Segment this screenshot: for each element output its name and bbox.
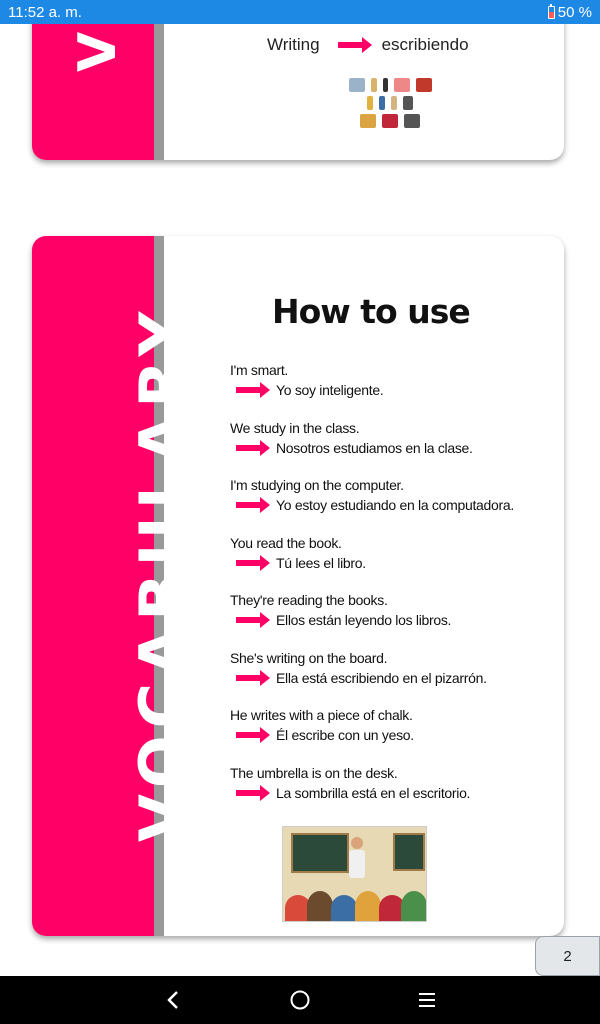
vocabulary-card [32, 236, 564, 936]
home-icon [289, 989, 311, 1011]
example-english: I'm studying on the computer. [230, 477, 404, 493]
pen-icon [383, 78, 388, 92]
example-item [230, 477, 560, 535]
example-english: We study in the class. [230, 419, 360, 436]
vocab-english: Writing [267, 35, 320, 54]
pencil-icon [371, 78, 377, 92]
status-time: 11:52 a. m. [8, 3, 82, 21]
navigation-bar [0, 976, 600, 1024]
binder-icon [404, 114, 420, 128]
book-icon [349, 78, 365, 92]
right-arrow-icon [236, 675, 262, 681]
example-spanish: Tú lees el libro. [276, 554, 366, 571]
home-button[interactable] [280, 980, 320, 1020]
notebook-icon [416, 78, 432, 92]
page-number-button[interactable]: 2 [535, 936, 600, 976]
example-item [230, 650, 560, 708]
right-arrow-icon [338, 42, 364, 48]
example-english: The umbrella is on the desk. [230, 764, 398, 781]
example-item [230, 420, 560, 478]
school-supplies-image [330, 78, 450, 132]
example-spanish: Yo soy inteligente. [276, 382, 384, 398]
brush-icon [391, 96, 397, 110]
classroom-photo [282, 826, 427, 922]
example-spanish: Ella está escribiendo en el pizarrón. [276, 669, 487, 686]
example-english: He writes with a piece of chalk. [230, 707, 413, 723]
how-to-use-heading: How to use [272, 292, 470, 331]
chalkboard [291, 833, 349, 873]
examples-list [230, 362, 560, 822]
sharpener-icon [403, 96, 413, 110]
back-button[interactable] [153, 980, 193, 1020]
example-spanish: Él escribe con un yeso. [276, 727, 414, 743]
menu-button[interactable] [407, 980, 447, 1020]
example-spanish: La sombrilla está en el escritorio. [276, 784, 471, 801]
vocab-spanish: escribiendo [381, 35, 469, 54]
crayon-icon [367, 96, 373, 110]
example-item [230, 592, 560, 650]
example-english: She's writing on the board. [230, 649, 388, 666]
menu-icon [418, 992, 436, 1008]
right-arrow-icon [236, 502, 262, 508]
right-arrow-icon [236, 445, 262, 451]
right-arrow-icon [236, 387, 262, 393]
chalkboard-side [393, 833, 425, 871]
bag-icon [382, 114, 398, 128]
right-arrow-icon [236, 732, 262, 738]
right-arrow-icon [236, 790, 262, 796]
vocabulary-title-text: VOCABULARY [126, 304, 199, 842]
example-english: They're reading the books. [230, 592, 388, 608]
teacher-figure [349, 837, 365, 887]
example-english: You read the book. [230, 534, 342, 551]
example-spanish: Nosotros estudiamos en la clase. [276, 439, 473, 456]
marker-icon [379, 96, 385, 110]
students-group [283, 881, 426, 921]
example-spanish: Ellos están leyendo los libros. [276, 612, 452, 628]
example-item [230, 765, 560, 823]
back-icon [166, 990, 180, 1010]
eraser-icon [394, 78, 410, 92]
ruler-icon [360, 114, 376, 128]
previous-vocab-card [32, 0, 564, 160]
card-band-edge [154, 0, 164, 160]
example-item [230, 707, 560, 765]
right-arrow-icon [236, 560, 262, 566]
right-arrow-icon [236, 617, 262, 623]
status-right [548, 4, 592, 21]
status-bar [0, 0, 600, 24]
band-letters-fragment: V [68, 27, 128, 72]
example-english: I'm smart. [230, 362, 289, 378]
vocab-pair [267, 35, 469, 55]
example-item [230, 535, 560, 593]
example-spanish: Yo estoy estudiando en la computadora. [276, 497, 514, 513]
example-item [230, 362, 560, 420]
battery-level: 50 % [557, 3, 592, 21]
battery-icon [548, 6, 555, 19]
